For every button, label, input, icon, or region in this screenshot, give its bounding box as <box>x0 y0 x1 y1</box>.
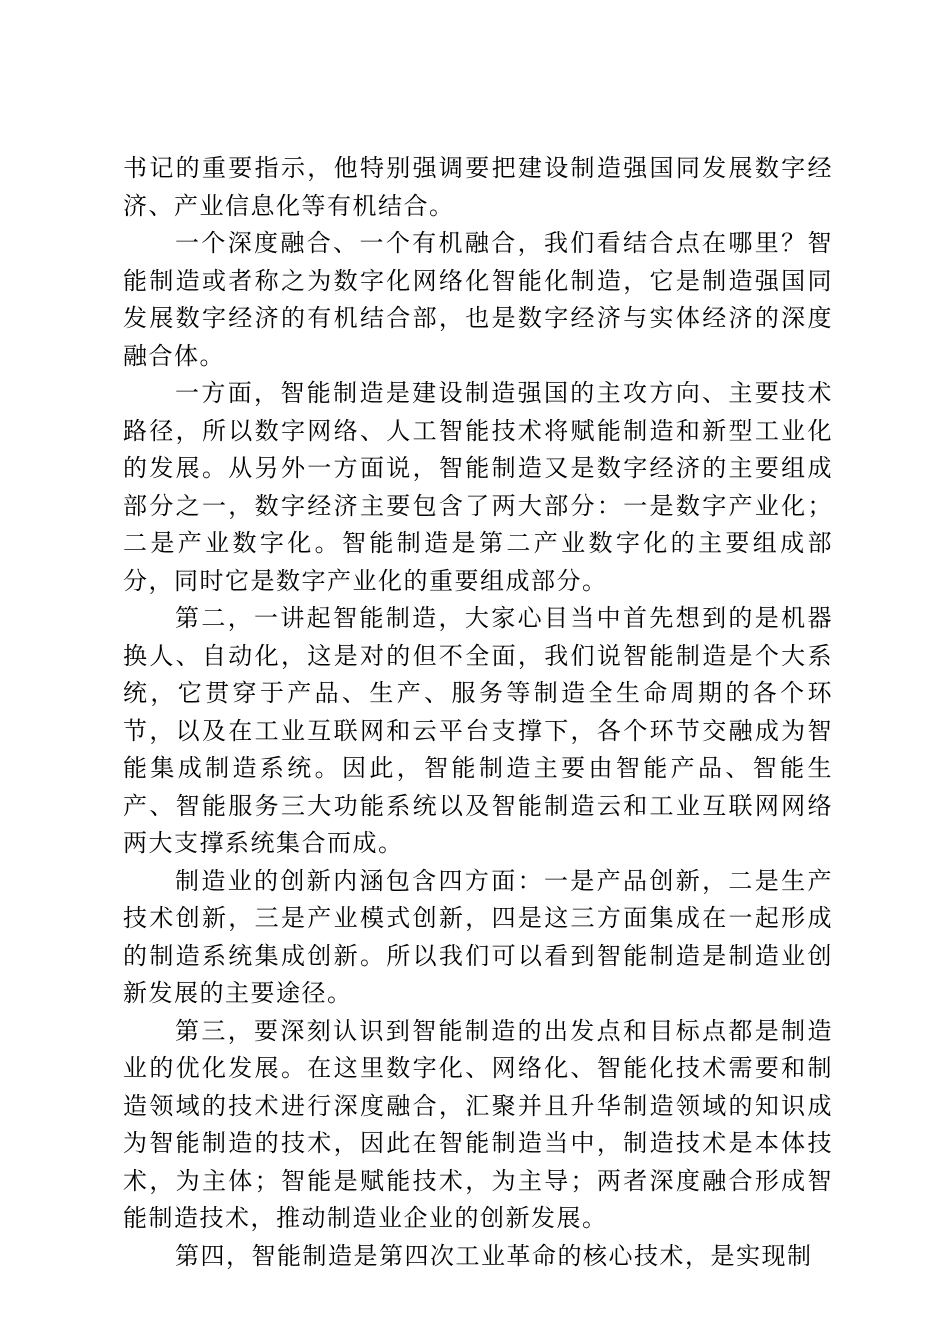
paragraph-4: 第二，一讲起智能制造，大家心目当中首先想到的是机器换人、自动化，这是对的但不全面，我们说智能制造是个大系统，它贯穿于产品、生产、服务等制造全生命周期的各个环节，以及在工业互联网和云平台支撑下，各个环节交融成为智能集成制造系统。因此，智能制造主要由智能产品、智能生产、智能服务三大功能系统以及智能制造云和工业互联网网络两大支撑系统集合而成。 <box>123 604 833 857</box>
paragraph-2: 一个深度融合、一个有机融合，我们看结合点在哪里？智能制造或者称之为数字化网络化智能化制造，它是制造强国同发展数字经济的有机结合部，也是数字经济与实体经济的深度融合体。 <box>123 229 833 370</box>
paragraph-3: 一方面，智能制造是建设制造强国的主攻方向、主要技术路径，所以数字网络、人工智能技术将赋能制造和新型工业化的发展。从另外一方面说，智能制造又是数字经济的主要组成部分之一，数字经济主要包含了两大部分：一是数字产业化；二是产业数字化。智能制造是第二产业数字化的主要组成部分，同时它是数字产业化的重要组成部分。 <box>123 379 833 595</box>
paragraph-5: 制造业的创新内涵包含四方面：一是产品创新，二是生产技术创新，三是产业模式创新，四是这三方面集成在一起形成的制造系统集成创新。所以我们可以看到智能制造是制造业创新发展的主要途径。 <box>123 866 833 1007</box>
paragraph-6: 第三，要深刻认识到智能制造的出发点和目标点都是制造业的优化发展。在这里数字化、网络化、智能化技术需要和制造领域的技术进行深度融合，汇聚并且升华制造领域的知识成为智能制造的技术，因此在智能制造当中，制造技术是本体技术，为主体；智能是赋能技术，为主导；两者深度融合形成智能制造技术，推动制造业企业的创新发展。 <box>123 1016 833 1232</box>
document-body <box>123 150 833 1275</box>
paragraph-7: 第四，智能制造是第四次工业革命的核心技术，是实现制 <box>175 1241 813 1270</box>
paragraph-1: 书记的重要指示，他特别强调要把建设制造强国同发展数字经济、产业信息化等有机结合。 <box>123 154 833 220</box>
